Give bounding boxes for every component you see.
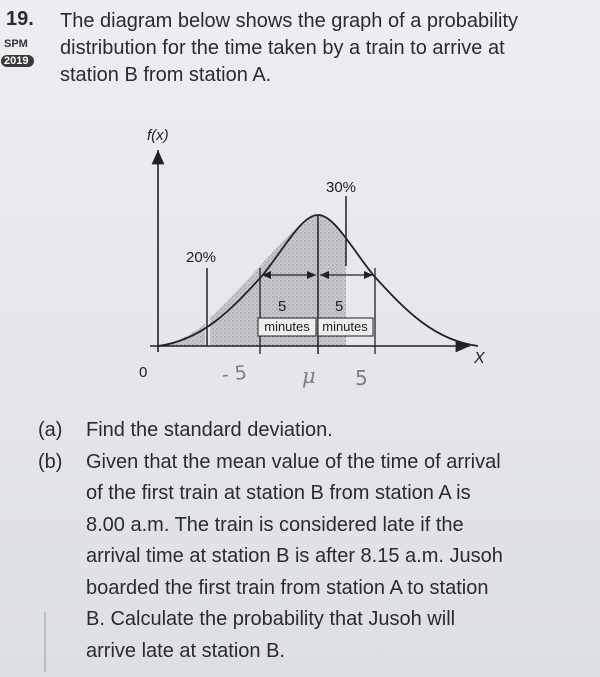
x-axis-label: X [474, 350, 485, 367]
part-line: boarded the first train from station A to station [86, 576, 489, 599]
left-tail-shaded-region [158, 323, 205, 346]
part-a [38, 415, 593, 447]
exam-year-badge: 2019 [1, 55, 34, 67]
handwritten-minus-five: - 5 [220, 361, 248, 387]
part-line: B. Calculate the probability that Jusoh will [86, 608, 456, 630]
question-intro [60, 8, 595, 89]
part-line: of the first train at station B from station A is [86, 482, 471, 504]
part-label: (b) [38, 450, 63, 473]
pencil-margin-mark [44, 612, 46, 672]
exam-badge: SPM [4, 38, 28, 50]
right-area-label: 30% [326, 179, 357, 196]
handwritten-mu: μ [302, 364, 316, 388]
intro-line: distribution for the time taken by a train to arrive at [60, 37, 505, 59]
origin-label: 0 [139, 364, 148, 381]
right-interval-value: 5 [335, 298, 344, 315]
part-line: arrival time at station B is after 8.15 a.m. Jusoh [86, 545, 503, 567]
y-axis-label: f(x) [147, 127, 169, 144]
probability-distribution-diagram [0, 115, 600, 395]
intro-line: station B from station A. [60, 64, 272, 86]
left-area-label: 20% [186, 249, 217, 266]
handwritten-five: 5 [355, 366, 368, 390]
part-line: Find the standard deviation. [86, 419, 333, 441]
part-line: arrive late at station B. [86, 639, 285, 662]
part-b [38, 447, 593, 668]
question-number: 19. [6, 8, 34, 30]
intro-line: The diagram below shows the graph of a probability [60, 10, 519, 32]
part-label: (a) [38, 419, 63, 441]
right-interval-unit: minutes [322, 319, 368, 334]
part-line: Given that the mean value of the time of arrival [86, 450, 501, 473]
left-interval-value: 5 [278, 298, 287, 315]
left-interval-unit: minutes [264, 319, 310, 334]
part-line: 8.00 a.m. The train is considered late if the [86, 513, 464, 536]
question-parts [38, 415, 593, 667]
